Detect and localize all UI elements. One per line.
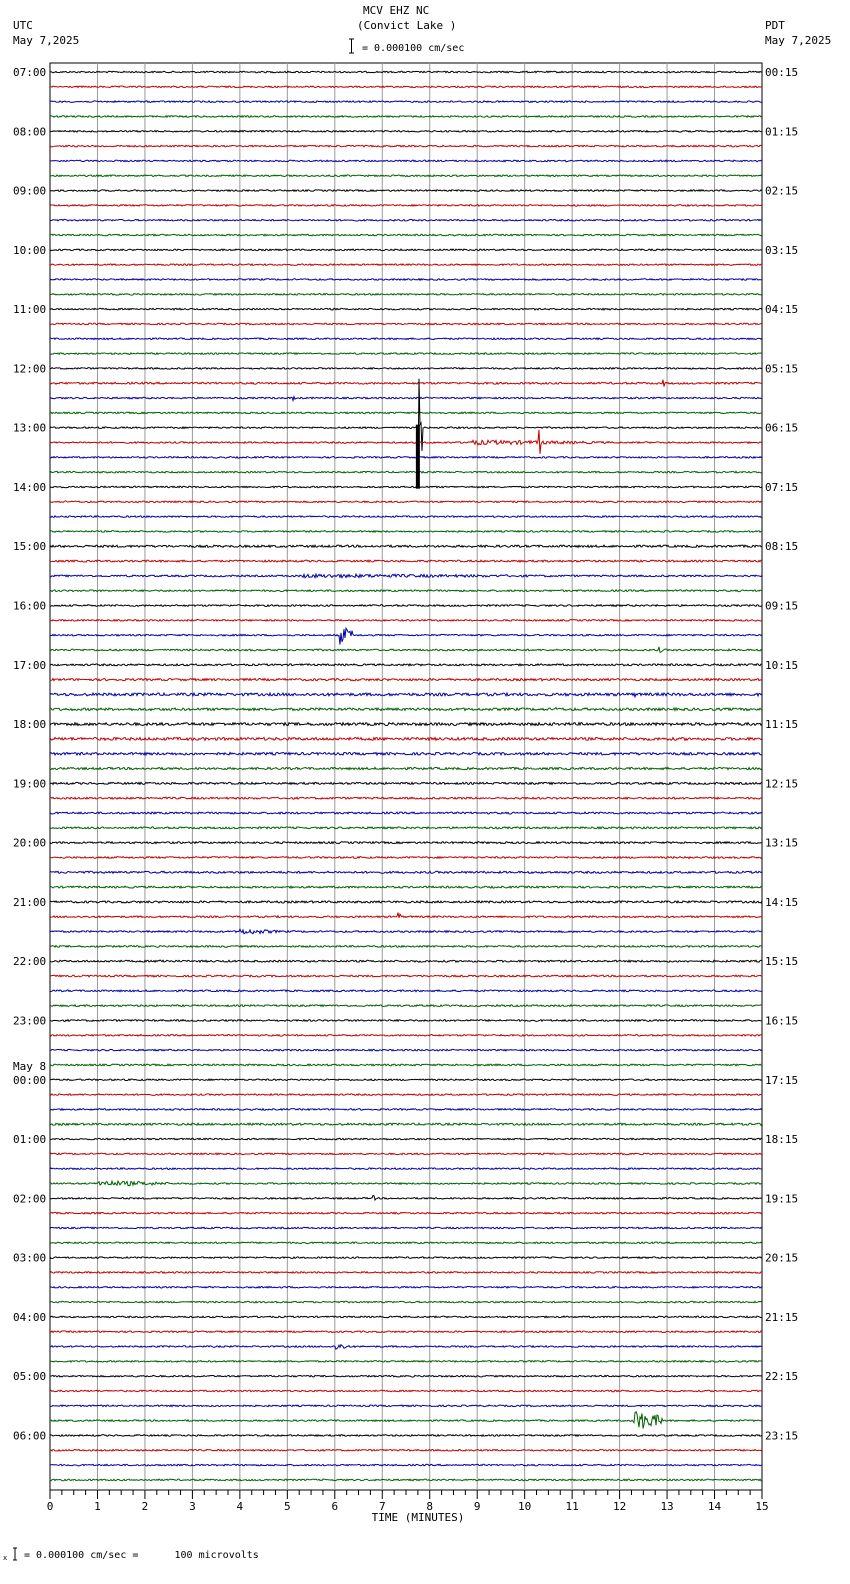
trace-43 bbox=[50, 708, 762, 711]
left-date: May 7,2025 bbox=[13, 34, 80, 47]
left-hour-label: 15:00 bbox=[13, 540, 47, 554]
station-title: MCV EHZ NC bbox=[363, 4, 430, 17]
trace-71 bbox=[50, 1123, 762, 1125]
trace-33 bbox=[50, 560, 762, 562]
trace-38 bbox=[50, 628, 762, 644]
left-hour-label: 14:00 bbox=[13, 480, 47, 494]
trace-58 bbox=[50, 929, 762, 933]
left-hour-label: 08:00 bbox=[13, 125, 47, 139]
trace-73 bbox=[50, 1153, 762, 1155]
right-hour-label: 10:15 bbox=[765, 658, 799, 672]
footer-scale-text: = 0.000100 cm/sec = 100 microvolts bbox=[24, 1550, 259, 1561]
left-hour-label: 20:00 bbox=[13, 836, 47, 850]
trace-82 bbox=[50, 1286, 762, 1288]
trace-95 bbox=[50, 1479, 762, 1481]
x-tick-label: 3 bbox=[189, 1500, 196, 1513]
trace-53 bbox=[50, 857, 762, 859]
trace-45 bbox=[50, 737, 762, 740]
trace-94 bbox=[50, 1464, 762, 1466]
trace-41 bbox=[50, 679, 762, 681]
trace-56 bbox=[50, 901, 762, 903]
trace-8 bbox=[50, 190, 762, 192]
x-tick-label: 14 bbox=[707, 1500, 722, 1513]
right-hour-label: 05:15 bbox=[765, 362, 799, 376]
trace-50 bbox=[50, 812, 762, 814]
trace-67 bbox=[50, 1064, 762, 1066]
trace-46 bbox=[50, 752, 762, 755]
trace-47 bbox=[50, 767, 762, 769]
trace-90 bbox=[50, 1405, 762, 1407]
trace-23 bbox=[50, 412, 762, 414]
trace-59 bbox=[50, 946, 762, 948]
trace-79 bbox=[50, 1242, 762, 1244]
x-tick-label: 11 bbox=[565, 1500, 579, 1513]
trace-60 bbox=[50, 960, 762, 962]
left-hour-label: 02:00 bbox=[13, 1192, 47, 1206]
trace-34 bbox=[50, 574, 762, 578]
trace-10 bbox=[50, 219, 762, 221]
left-hour-label: 16:00 bbox=[13, 599, 47, 613]
trace-92 bbox=[50, 1435, 762, 1437]
trace-76 bbox=[50, 1196, 762, 1201]
trace-61 bbox=[50, 975, 762, 977]
trace-15 bbox=[50, 294, 762, 296]
trace-72 bbox=[50, 1138, 762, 1140]
trace-49 bbox=[50, 797, 762, 799]
trace-13 bbox=[50, 264, 762, 266]
right-hour-label: 01:15 bbox=[765, 125, 799, 139]
right-hour-label: 03:15 bbox=[765, 243, 799, 257]
trace-4 bbox=[50, 130, 762, 132]
scale-text: = 0.000100 cm/sec bbox=[362, 43, 465, 54]
right-hour-label: 04:15 bbox=[765, 303, 799, 317]
trace-69 bbox=[50, 1094, 762, 1096]
trace-39 bbox=[50, 647, 762, 652]
trace-85 bbox=[50, 1331, 762, 1333]
trace-28 bbox=[50, 486, 762, 488]
trace-0 bbox=[50, 71, 762, 73]
x-tick-label: 2 bbox=[141, 1500, 149, 1513]
trace-51 bbox=[50, 827, 762, 829]
trace-18 bbox=[50, 338, 762, 340]
x-tick-label: 5 bbox=[284, 1500, 291, 1513]
trace-54 bbox=[50, 871, 762, 873]
trace-74 bbox=[50, 1168, 762, 1170]
trace-52 bbox=[50, 842, 762, 844]
trace-57 bbox=[50, 913, 762, 918]
trace-63 bbox=[50, 1005, 762, 1007]
right-timezone: PDT bbox=[765, 19, 785, 32]
right-hour-label: 14:15 bbox=[765, 895, 799, 909]
left-hour-label: 23:00 bbox=[13, 1014, 47, 1028]
trace-24 bbox=[50, 379, 762, 479]
left-hour-label: 12:00 bbox=[13, 362, 47, 376]
right-hour-label: 11:15 bbox=[765, 718, 799, 732]
right-hour-label: 02:15 bbox=[765, 184, 799, 198]
x-tick-label: 12 bbox=[612, 1500, 627, 1513]
right-date: May 7,2025 bbox=[765, 34, 832, 47]
left-hour-label: 04:00 bbox=[13, 1310, 47, 1324]
trace-32 bbox=[50, 545, 762, 547]
left-hour-label: 22:00 bbox=[13, 955, 47, 969]
trace-1 bbox=[50, 86, 762, 88]
trace-3 bbox=[50, 116, 762, 118]
trace-42 bbox=[50, 693, 762, 697]
trace-93 bbox=[50, 1449, 762, 1451]
right-hour-label: 19:15 bbox=[765, 1192, 799, 1206]
event-spike-12utc bbox=[416, 425, 420, 489]
svg-text:x: x bbox=[3, 1554, 8, 1562]
x-tick-label: 4 bbox=[236, 1500, 244, 1513]
trace-31 bbox=[50, 531, 762, 533]
right-hour-label: 09:15 bbox=[765, 599, 799, 613]
trace-44 bbox=[50, 723, 762, 726]
left-hour-label: 11:00 bbox=[13, 303, 47, 317]
trace-66 bbox=[50, 1049, 762, 1051]
right-hour-label: 13:15 bbox=[765, 836, 799, 850]
trace-16 bbox=[50, 308, 762, 310]
trace-62 bbox=[50, 990, 762, 992]
trace-9 bbox=[50, 205, 762, 207]
trace-40 bbox=[50, 664, 762, 666]
left-hour-label: 00:00 bbox=[13, 1073, 47, 1087]
trace-30 bbox=[50, 516, 762, 518]
right-hour-label: 07:15 bbox=[765, 480, 799, 494]
left-hour-label: 13:00 bbox=[13, 421, 47, 435]
day-change-label: May 8 bbox=[13, 1059, 47, 1073]
left-hour-label: 03:00 bbox=[13, 1251, 47, 1265]
right-hour-label: 22:15 bbox=[765, 1370, 799, 1384]
trace-21 bbox=[50, 380, 762, 387]
trace-87 bbox=[50, 1361, 762, 1363]
trace-88 bbox=[50, 1375, 762, 1377]
footer-scale-icon bbox=[3, 1546, 19, 1562]
trace-12 bbox=[50, 249, 762, 251]
left-hour-label: 09:00 bbox=[13, 184, 47, 198]
trace-2 bbox=[50, 101, 762, 103]
trace-91 bbox=[50, 1412, 762, 1429]
trace-70 bbox=[50, 1109, 762, 1111]
trace-80 bbox=[50, 1257, 762, 1259]
right-hour-label: 06:15 bbox=[765, 421, 799, 435]
x-tick-label: 7 bbox=[378, 1500, 386, 1513]
x-tick-label: 6 bbox=[331, 1500, 339, 1513]
trace-19 bbox=[50, 353, 762, 355]
trace-48 bbox=[50, 782, 762, 784]
trace-37 bbox=[50, 620, 762, 622]
x-tick-label: 0 bbox=[46, 1500, 54, 1513]
left-hour-label: 06:00 bbox=[13, 1429, 47, 1443]
trace-68 bbox=[50, 1079, 762, 1081]
trace-77 bbox=[50, 1212, 762, 1214]
x-tick-label: 13 bbox=[660, 1500, 674, 1513]
right-hour-label: 12:15 bbox=[765, 777, 799, 791]
trace-86 bbox=[50, 1345, 762, 1350]
left-hour-label: 17:00 bbox=[13, 658, 47, 672]
trace-84 bbox=[50, 1316, 762, 1318]
right-hour-label: 21:15 bbox=[765, 1310, 799, 1324]
trace-65 bbox=[50, 1035, 762, 1037]
trace-55 bbox=[50, 886, 762, 888]
left-hour-label: 21:00 bbox=[13, 895, 47, 909]
trace-17 bbox=[50, 323, 762, 325]
trace-25 bbox=[50, 430, 762, 454]
right-hour-label: 23:15 bbox=[765, 1429, 799, 1443]
x-tick-label: 1 bbox=[94, 1500, 101, 1513]
trace-6 bbox=[50, 160, 762, 162]
left-timezone: UTC bbox=[13, 19, 33, 32]
left-hour-label: 18:00 bbox=[13, 718, 47, 732]
trace-29 bbox=[50, 501, 762, 503]
trace-75 bbox=[50, 1181, 762, 1185]
x-tick-label: 15 bbox=[755, 1500, 769, 1513]
left-hour-label: 05:00 bbox=[13, 1370, 47, 1384]
trace-35 bbox=[50, 590, 762, 592]
left-hour-label: 10:00 bbox=[13, 243, 47, 257]
trace-7 bbox=[50, 175, 762, 177]
trace-20 bbox=[50, 368, 762, 370]
left-hour-label: 19:00 bbox=[13, 777, 47, 791]
trace-83 bbox=[50, 1301, 762, 1303]
right-hour-label: 15:15 bbox=[765, 955, 799, 969]
right-hour-label: 00:15 bbox=[765, 66, 799, 79]
trace-78 bbox=[50, 1227, 762, 1229]
right-hour-label: 20:15 bbox=[765, 1251, 799, 1265]
station-location: (Convict Lake ) bbox=[357, 19, 457, 32]
right-hour-label: 17:15 bbox=[765, 1073, 799, 1087]
x-tick-label: 8 bbox=[426, 1500, 434, 1513]
x-tick-label: 9 bbox=[473, 1500, 481, 1513]
trace-81 bbox=[50, 1272, 762, 1274]
trace-22 bbox=[50, 397, 762, 401]
trace-89 bbox=[50, 1390, 762, 1392]
trace-27 bbox=[50, 471, 762, 473]
trace-14 bbox=[50, 279, 762, 281]
trace-11 bbox=[50, 234, 762, 236]
plot-frame bbox=[50, 63, 762, 1490]
trace-5 bbox=[50, 145, 762, 147]
left-hour-label: 07:00 bbox=[13, 66, 47, 79]
right-hour-label: 18:15 bbox=[765, 1133, 799, 1147]
left-hour-label: 01:00 bbox=[13, 1133, 47, 1147]
x-axis-label: TIME (MINUTES) bbox=[371, 1511, 465, 1524]
x-tick-label: 10 bbox=[518, 1500, 532, 1513]
trace-36 bbox=[50, 605, 762, 607]
trace-26 bbox=[50, 457, 762, 459]
right-hour-label: 08:15 bbox=[765, 540, 799, 554]
right-hour-label: 16:15 bbox=[765, 1014, 799, 1028]
trace-64 bbox=[50, 1020, 762, 1022]
